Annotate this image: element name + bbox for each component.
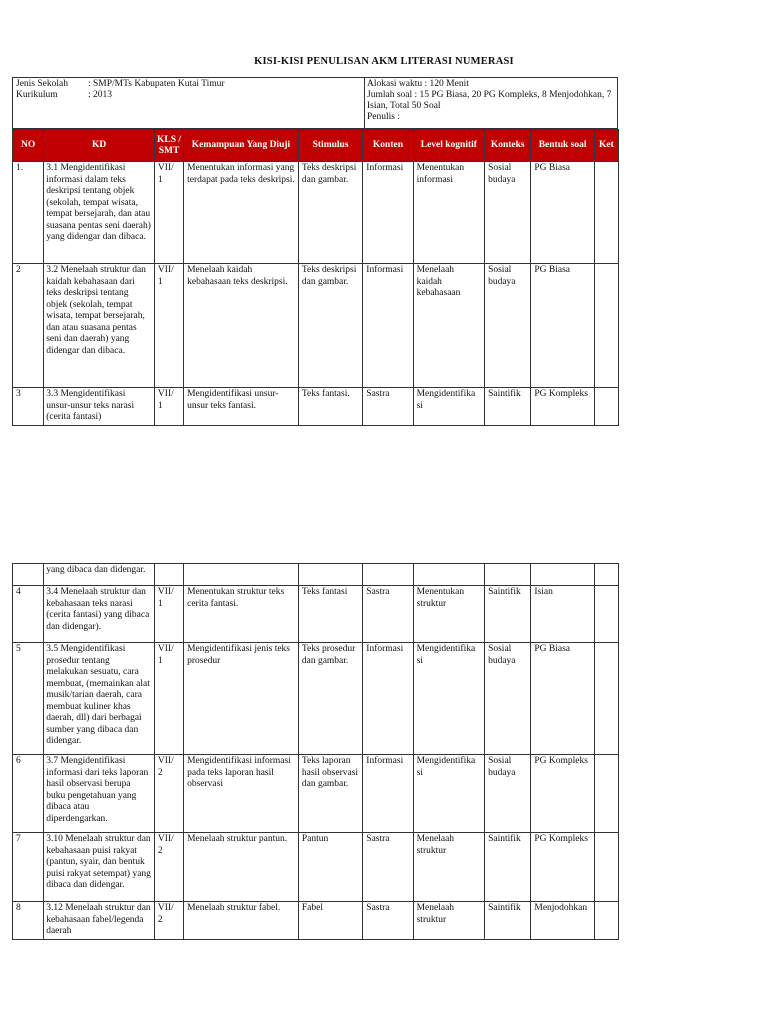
cell-kd: 3.10 Menelaah struktur dan kebahasaan puisi rakyat (pantun, syair, dan bentuk puisi rakyat setempat) yang dibaca dan didengar. bbox=[44, 833, 155, 902]
cell-ket bbox=[594, 902, 618, 940]
info-divider bbox=[364, 78, 365, 128]
cell-level bbox=[413, 564, 484, 586]
cell-konteks: Sosial budaya bbox=[485, 162, 531, 264]
cell-ket bbox=[594, 162, 618, 264]
cell-bentuk: Isian bbox=[531, 586, 594, 643]
cell-bentuk: Menjodohkan bbox=[531, 902, 594, 940]
school-type-line bbox=[16, 79, 366, 90]
table-row bbox=[13, 264, 619, 388]
cell-kd: 3.12 Menelaah struktur dan kebahasaan fabel/legenda daerah bbox=[44, 902, 155, 940]
table-row bbox=[13, 833, 619, 902]
cell-bentuk: PG Kompleks bbox=[531, 755, 594, 833]
cell-kls: VII/ 1 bbox=[154, 264, 183, 388]
cell-stimulus: Teks deskripsi dan gambar. bbox=[298, 264, 362, 388]
cell-stimulus bbox=[298, 564, 362, 586]
table-row bbox=[13, 162, 619, 264]
cell-kls: VII/ 1 bbox=[154, 388, 183, 426]
cell-stimulus: Teks fantasi bbox=[298, 586, 362, 643]
cell-level: Menentukan informasi bbox=[413, 162, 484, 264]
header-kls: KLS / SMT bbox=[154, 130, 183, 162]
cell-kemampuan: Menelaah struktur fabel. bbox=[184, 902, 299, 940]
cell-konteks: Sosial budaya bbox=[485, 264, 531, 388]
cell-kd: 3.2 Menelaah struktur dan kaidah kebahasaan dari teks deskripsi tentang objek (sekolah, tempat wisata, tempat bersejarah, dan atau suasana pentas seni dan daerah) yang didengar dan dibaca. bbox=[44, 264, 155, 388]
cell-ket bbox=[594, 264, 618, 388]
cell-kls: VII/ 2 bbox=[154, 833, 183, 902]
table-row bbox=[13, 643, 619, 755]
cell-kd: 3.1 Mengidentifikasi informasi dalam teks deskripsi tentang objek (sekolah, tempat wisata, tempat bersejarah, dan atau suasana pentas seni daerah) yang didengar dan dibaca. bbox=[44, 162, 155, 264]
question-count-cont: Isian, Total 50 Soal bbox=[367, 101, 441, 111]
cell-stimulus: Pantun bbox=[298, 833, 362, 902]
cell-no: 6 bbox=[13, 755, 44, 833]
cell-kemampuan: Mengidentifikasi unsur-unsur teks fantasi. bbox=[184, 388, 299, 426]
cell-konten: Sastra bbox=[363, 586, 413, 643]
cell-no: 2 bbox=[13, 264, 44, 388]
time-allocation: Alokasi waktu : 120 Menit bbox=[367, 79, 469, 89]
cell-level: Mengidentifika si bbox=[413, 388, 484, 426]
cell-kd: 3.5 Mengidentifikasi prosedur tentang melakukan sesuatu, cara membuat, (memainkan alat musik/tarian daerah, cara membuat kuliner khas daerah, dll) dari berbagai sumber yang dibaca dan didengar. bbox=[44, 643, 155, 755]
cell-stimulus: Teks laporan hasil observasi dan gambar. bbox=[298, 755, 362, 833]
cell-konteks: Sosial budaya bbox=[485, 755, 531, 833]
author-line: Penulis : bbox=[367, 112, 400, 122]
cell-level: Menelaah struktur bbox=[413, 902, 484, 940]
cell-konteks: Saintifik bbox=[485, 388, 531, 426]
cell-konteks: Saintifik bbox=[485, 586, 531, 643]
question-count: Jumlah soal : 15 PG Biasa, 20 PG Kompleks, 8 Menjodohkan, 7 bbox=[367, 90, 612, 100]
cell-ket bbox=[594, 586, 618, 643]
cell-kls: VII/ 1 bbox=[154, 162, 183, 264]
header-konten: Konten bbox=[363, 130, 413, 162]
cell-kls: VII/ 2 bbox=[154, 755, 183, 833]
cell-konten: Informasi bbox=[363, 162, 413, 264]
cell-konten: Informasi bbox=[363, 264, 413, 388]
cell-konteks bbox=[485, 564, 531, 586]
header-level: Level kognitif bbox=[413, 130, 484, 162]
school-info bbox=[16, 79, 366, 101]
page-title: KISI-KISI PENULISAN AKM LITERASI NUMERASI bbox=[254, 56, 514, 67]
header-row bbox=[13, 130, 619, 162]
table-row bbox=[13, 755, 619, 833]
cell-kemampuan: Mengidentifikasi jenis teks prosedur bbox=[184, 643, 299, 755]
cell-konten bbox=[363, 564, 413, 586]
cell-konten: Sastra bbox=[363, 902, 413, 940]
cell-ket bbox=[594, 564, 618, 586]
header-bentuk: Bentuk soal bbox=[531, 130, 594, 162]
header-no: NO bbox=[13, 130, 44, 162]
cell-no: 3 bbox=[13, 388, 44, 426]
cell-ket bbox=[594, 833, 618, 902]
curriculum-value: : 2013 bbox=[88, 90, 113, 100]
cell-bentuk: PG Biasa bbox=[531, 264, 594, 388]
curriculum-label: Kurikulum bbox=[16, 90, 58, 100]
info-box bbox=[12, 77, 618, 129]
cell-kls: VII/ 2 bbox=[154, 902, 183, 940]
cell-no: 4 bbox=[13, 586, 44, 643]
grid-table-1 bbox=[12, 129, 619, 426]
cell-kls: VII/ 1 bbox=[154, 643, 183, 755]
header-kemampuan: Kemampuan Yang Diuji bbox=[184, 130, 299, 162]
cell-kd: 3.7 Mengidentifikasi informasi dari teks laporan hasil observasi berupa buku pengetahuan yang dibaca atau diperdengarkan. bbox=[44, 755, 155, 833]
cell-kemampuan: Menelaah kaidah kebahasaan teks deskripsi. bbox=[184, 264, 299, 388]
cell-no: 1. bbox=[13, 162, 44, 264]
cell-konteks: Sosial budaya bbox=[485, 643, 531, 755]
cell-kemampuan: Menentukan informasi yang terdapat pada teks deskripsi. bbox=[184, 162, 299, 264]
cell-level: Menelaah struktur bbox=[413, 833, 484, 902]
cell-konten: Sastra bbox=[363, 833, 413, 902]
cell-no: 8 bbox=[13, 902, 44, 940]
school-type-label: Jenis Sekolah bbox=[16, 79, 68, 89]
cell-konteks: Saintifik bbox=[485, 902, 531, 940]
cell-ket bbox=[594, 388, 618, 426]
cell-bentuk: PG Biasa bbox=[531, 162, 594, 264]
cell-kd: 3.3 Mengidentifikasi unsur-unsur teks narasi (cerita fantasi) bbox=[44, 388, 155, 426]
header-konteks: Konteks bbox=[485, 130, 531, 162]
cell-stimulus: Teks fantasi. bbox=[298, 388, 362, 426]
cell-bentuk: PG Kompleks bbox=[531, 388, 594, 426]
cell-stimulus: Teks deskripsi dan gambar. bbox=[298, 162, 362, 264]
cell-no: 5 bbox=[13, 643, 44, 755]
cell-bentuk: PG Kompleks bbox=[531, 833, 594, 902]
cell-bentuk bbox=[531, 564, 594, 586]
cell-stimulus: Teks prosedur dan gambar. bbox=[298, 643, 362, 755]
header-stimulus: Stimulus bbox=[298, 130, 362, 162]
cell-ket bbox=[594, 643, 618, 755]
cell-stimulus: Fabel bbox=[298, 902, 362, 940]
cell-konten: Informasi bbox=[363, 643, 413, 755]
cell-no: 7 bbox=[13, 833, 44, 902]
header-ket: Ket bbox=[594, 130, 618, 162]
cell-konten: Informasi bbox=[363, 755, 413, 833]
cell-ket bbox=[594, 755, 618, 833]
cell-kd: yang dibaca dan didengar. bbox=[44, 564, 155, 586]
cell-level: Mengidentifika si bbox=[413, 643, 484, 755]
cell-kemampuan: Menelaah struktur pantun. bbox=[184, 833, 299, 902]
exam-info bbox=[367, 79, 615, 123]
cell-kd: 3.4 Menelaah struktur dan kebahasaan teks narasi (cerita fantasi) yang dibaca dan didengar). bbox=[44, 586, 155, 643]
cell-kls: VII/ 1 bbox=[154, 586, 183, 643]
cell-konten: Sastra bbox=[363, 388, 413, 426]
table-row bbox=[13, 586, 619, 643]
grid-table-2 bbox=[12, 563, 619, 940]
table-row bbox=[13, 902, 619, 940]
cell-no bbox=[13, 564, 44, 586]
cell-level: Menelaah kaidah kebahasaan bbox=[413, 264, 484, 388]
school-type-value: : SMP/MTs Kabupaten Kutai Timur bbox=[88, 79, 225, 89]
header-kd: KD bbox=[44, 130, 155, 162]
cell-bentuk: PG Biasa bbox=[531, 643, 594, 755]
cell-level: Mengidentifika si bbox=[413, 755, 484, 833]
curriculum-line bbox=[16, 90, 366, 101]
cell-konteks: Saintifik bbox=[485, 833, 531, 902]
cell-kemampuan bbox=[184, 564, 299, 586]
cell-kemampuan: Mengidentifikasi informasi pada teks laporan hasil observasi bbox=[184, 755, 299, 833]
table-row bbox=[13, 564, 619, 586]
table-row bbox=[13, 388, 619, 426]
cell-kemampuan: Menentukan struktur teks cerita fantasi. bbox=[184, 586, 299, 643]
cell-kls bbox=[154, 564, 183, 586]
cell-level: Menentukan struktur bbox=[413, 586, 484, 643]
